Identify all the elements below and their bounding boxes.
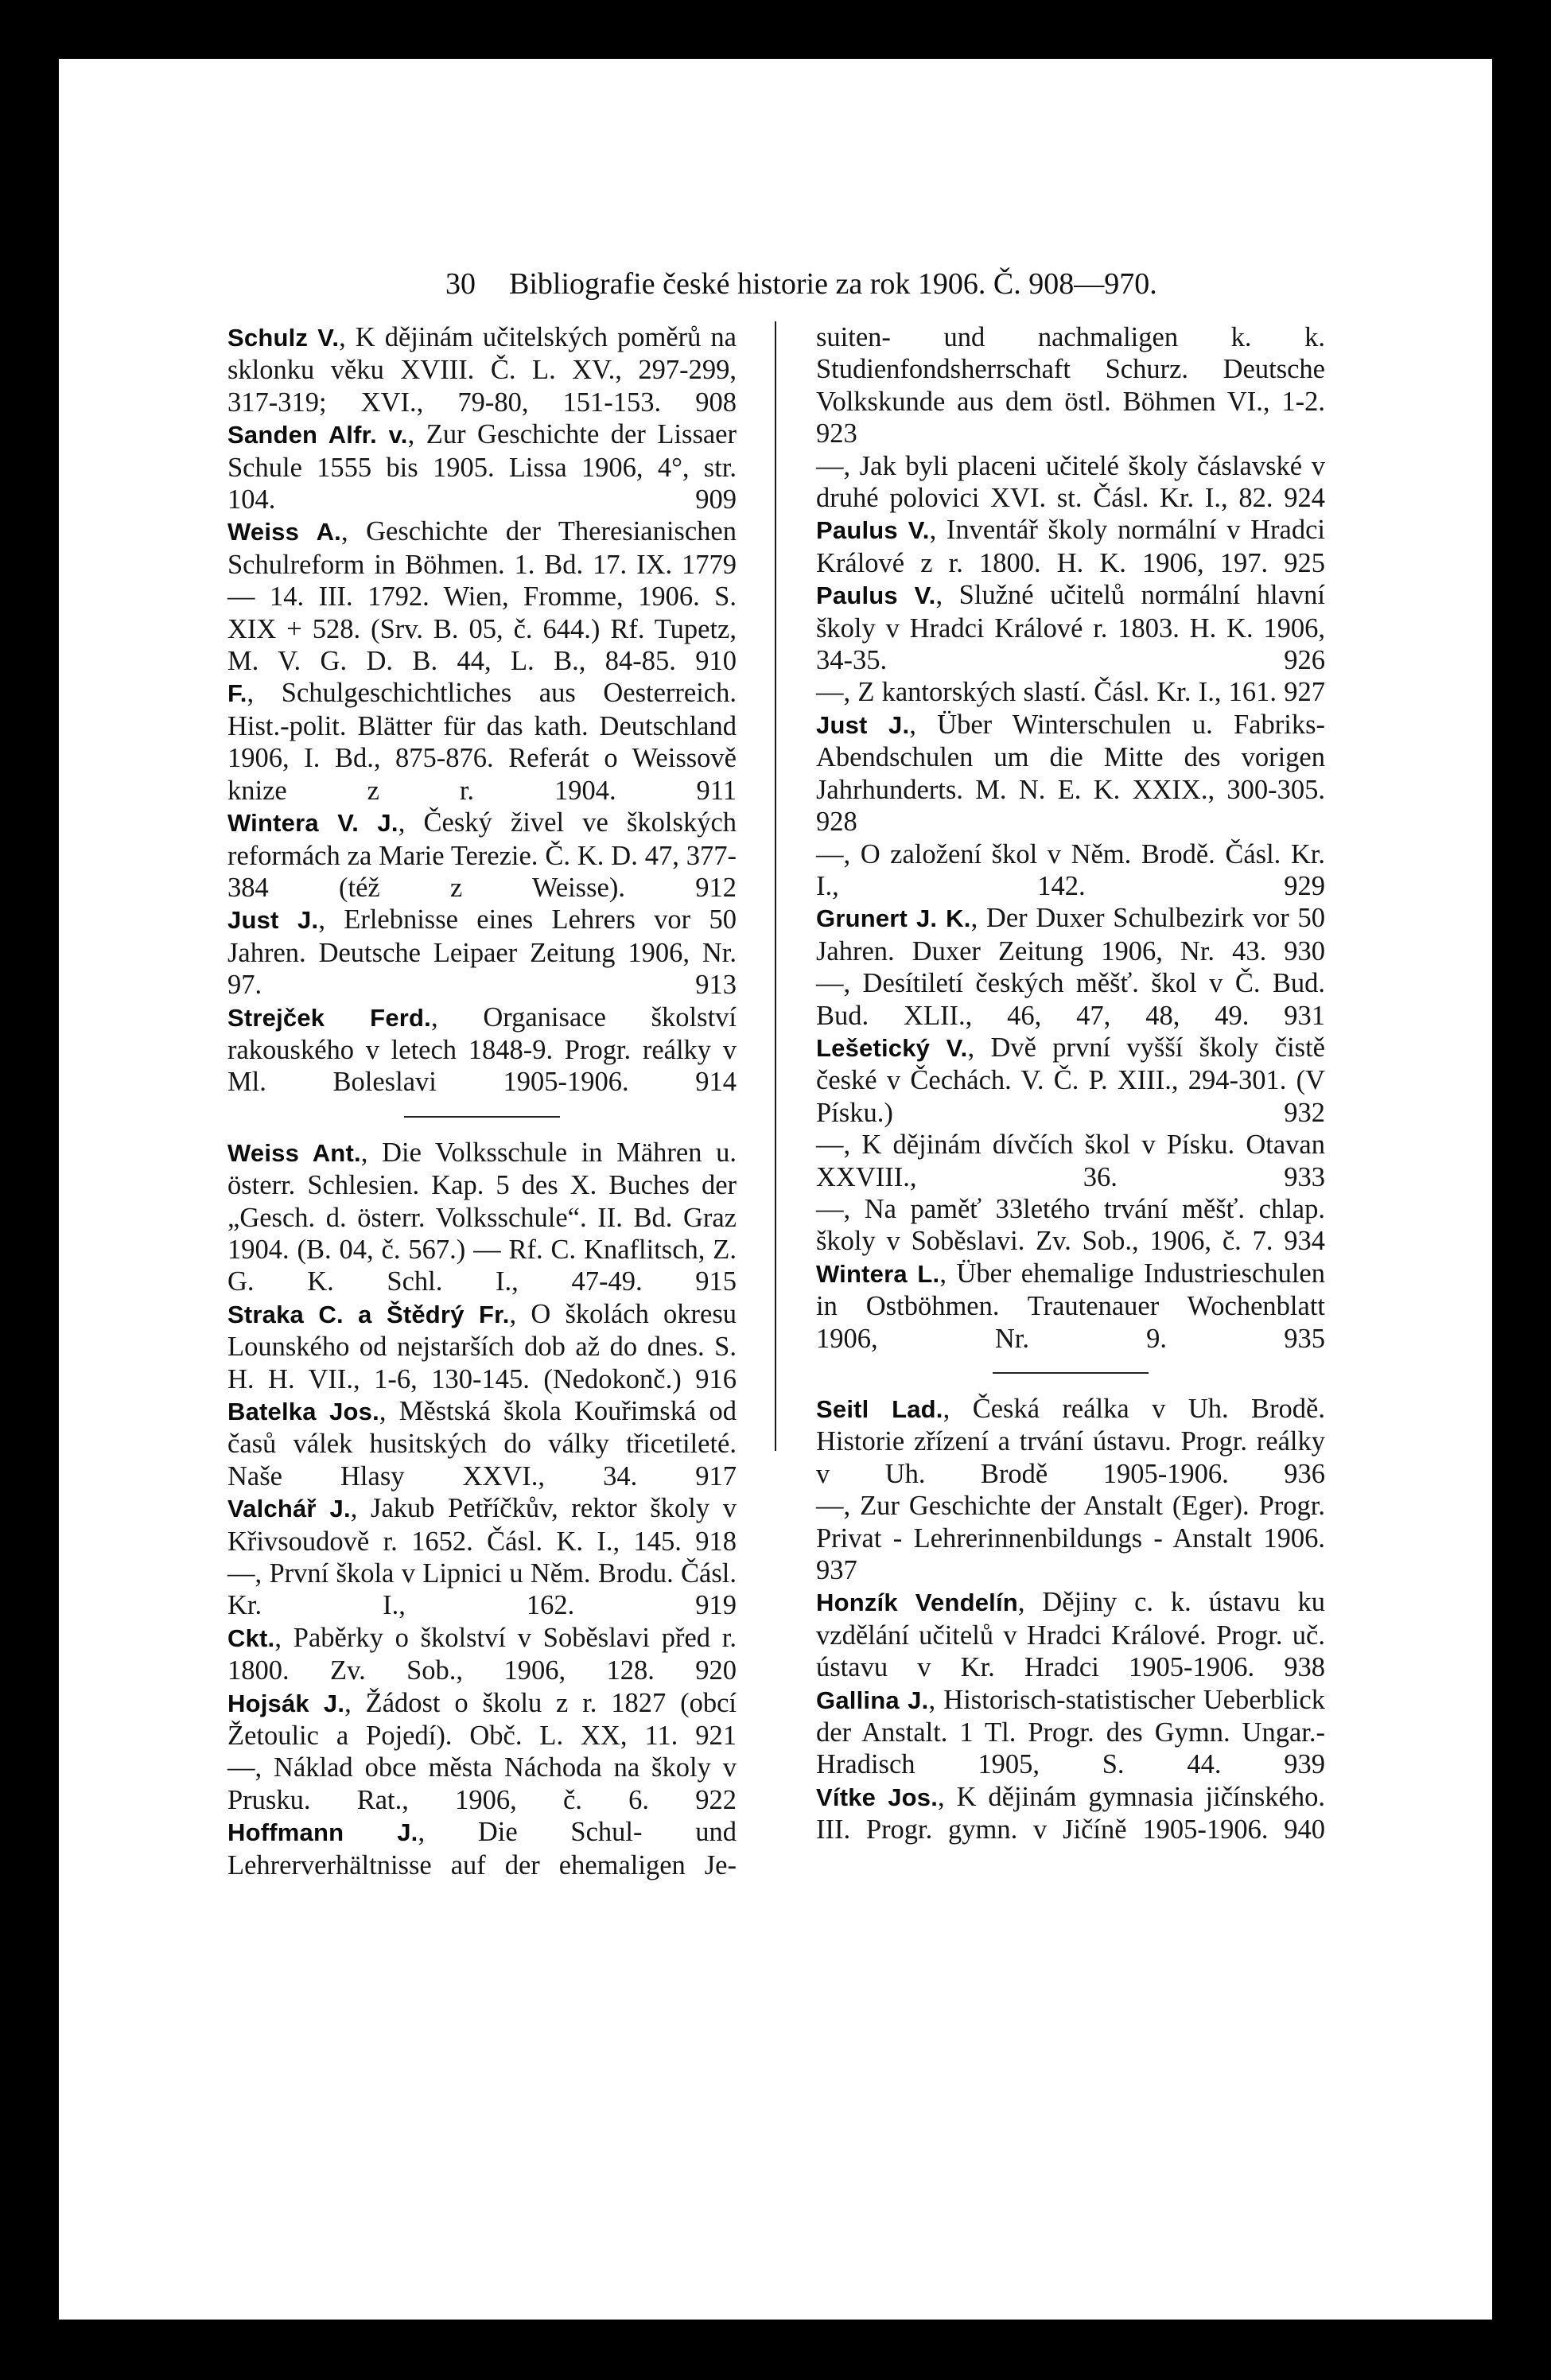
entry-text: , Dějiny c. k. ústavu ku vzdělání učitelů v Hradci Králové. Progr. uč. ústavu v Kr. Hradci 1905-1906. [816, 1587, 1325, 1683]
entry-text: —, První škola v Lipnici u Něm. Brodu. Čásl. Kr. I., 162. [227, 1558, 737, 1621]
bibliography-entry [227, 418, 737, 515]
bibliography-entry [227, 904, 737, 1001]
entry-number: 915 [695, 1266, 737, 1297]
entry-text: , Služné učitelů normální hlavní školy v Hradci Králové r. 1803. H. K. 1906, 34-35. [816, 580, 1326, 676]
entry-number: 925 [1284, 547, 1326, 578]
entry-number: 908 [695, 387, 737, 418]
entry-number: 918 [695, 1526, 737, 1557]
entry-number: 926 [1284, 645, 1325, 676]
entry-text: suiten- und nachmaligen k. k. Studienfondsherrschaft Schurz. Deutsche Volkskunde aus dem östl. Böhmen VI., 1-2. [816, 322, 1325, 417]
bibliography-entry [227, 677, 737, 807]
entry-author: Lešetický V. [816, 1033, 968, 1062]
bibliography-entry [816, 1781, 1325, 1846]
bibliography-entry [227, 1137, 737, 1298]
entry-author: Just J. [227, 906, 319, 935]
entry-author: Wintera V. J. [227, 809, 398, 838]
bibliography-entry [816, 1393, 1325, 1490]
entry-text: , Česká reálka v Uh. Brodě. Historie zřízení a trvání ústavu. Progr. reálky v Uh. Brodě 1905-1906. [816, 1394, 1325, 1489]
bibliography-entry [816, 1586, 1325, 1683]
entry-number: 927 [1284, 677, 1326, 708]
entry-text: , Městská škola Kouřimská od časů válek husitských do války třicetileté. Naše Hlasy XXVI., 34. [227, 1396, 737, 1491]
entry-number: 912 [695, 872, 737, 903]
entry-number: 936 [1284, 1458, 1326, 1489]
entry-text: , Geschichte der Theresianischen Schulreform in Böhmen. 1. Bd. 17. IX. 1779 — 14. III. 1792. Wien, Fromme, 1906. S. XIX + 528. (Srv. B. 05, č. 644.) Rf. Tupetz, M. V. G. D. B. 44, L. B., 84-85. [227, 516, 737, 677]
bibliography-entry [227, 1687, 737, 1752]
entry-text: , Zur Geschichte der Lissaer Schule 1555 bis 1905. Lissa 1906, 4°, str. 104. [227, 419, 737, 515]
page-number: 30 [445, 267, 476, 301]
entry-number: 917 [695, 1460, 737, 1491]
entry-text: , Dvě první vyšší školy čistě české v Čechách. V. Č. P. XIII., 294-301. (V Písku.) [816, 1032, 1325, 1128]
entry-number: 940 [1284, 1814, 1326, 1845]
entry-number: 922 [695, 1784, 737, 1815]
entry-text: , Über Winterschulen u. Fabriks-Abendschulen um die Mitte des vorigen Jahrhunderts. M. N. E. K. XXIX., 300-305. [816, 709, 1325, 805]
entry-text: , Paběrky o školství v Soběslavi před r. 1800. Zv. Sob., 1906, 128. [227, 1622, 737, 1686]
entry-author: Hoffmann J. [227, 1818, 418, 1847]
bibliography-entry [816, 514, 1325, 579]
page-header [445, 248, 1403, 320]
entry-author: Just J. [816, 710, 910, 739]
bibliography-entry [816, 1490, 1325, 1586]
entry-text: , O školách okresu Lounského od nejstarších dob až do dnes. S. H. H. VII., 1-6, 130-145. (Nedokonč.) [227, 1298, 737, 1394]
entry-number: 932 [1284, 1097, 1325, 1128]
bibliography-entry [816, 1129, 1325, 1193]
entry-text: , Die Schul- und Lehrerverhältnisse auf der ehemaligen Je- [227, 1817, 737, 1880]
entry-author: Hojsák J. [227, 1689, 345, 1717]
entry-number: 911 [696, 775, 737, 806]
entry-text: —, Desítiletí českých měšť. škol v Č. Bud. Bud. XLII., 46, 47, 48, 49. [816, 968, 1325, 1031]
bibliography-entry [227, 1558, 737, 1622]
left-column [227, 321, 737, 1881]
bibliography-entry [227, 807, 737, 904]
bibliography-entry [227, 1492, 737, 1558]
page [59, 59, 1492, 2320]
entry-number: 914 [695, 1067, 737, 1098]
entry-text: , K dějinám gymnasia jičínského. III. Progr. gymn. v Jičíně 1905-1906. [816, 1781, 1325, 1845]
entry-number: 921 [695, 1721, 737, 1752]
bibliography-entry [816, 450, 1325, 515]
bibliography-entry [816, 967, 1325, 1032]
entry-author: Weiss A. [227, 518, 341, 546]
bibliography-entry [816, 1193, 1325, 1258]
running-title: Bibliografie české historie za rok 1906. Č. 908—970. [509, 267, 1157, 301]
bibliography-entry [816, 902, 1325, 967]
entry-author: Straka C. a Štědrý Fr. [227, 1300, 510, 1328]
column-divider [775, 321, 776, 1451]
entry-author: Paulus V. [816, 581, 936, 610]
entry-number: 930 [1284, 935, 1325, 966]
entry-text: , Český živel ve školských reformách za Marie Terezie. Č. K. D. 47, 377-384 (též z Weisse). [227, 807, 737, 903]
entry-text: —, Na paměť 33letého trvání měšť. chlap. školy v Soběslavi. Zv. Sob., 1906, č. 7. [816, 1193, 1325, 1257]
bibliography-entry [227, 1298, 737, 1395]
entry-text: , Schulgeschichtliches aus Oesterreich. Hist.-polit. Blätter für das kath. Deutschland 1906, I. Bd., 875-876. Referát o Weissově knize z r. 1904. [227, 678, 737, 806]
entry-text: , Die Volksschule in Mähren u. österr. Schlesien. Kap. 5 des X. Buches der „Gesch. d. österr. Volksschule“. II. Bd. Graz 1904. (B. 04, č. 567.) — Rf. C. Knaflitsch, Z. G. K. Schl. I., 47-49. [227, 1137, 737, 1297]
bibliography-entry [816, 579, 1325, 676]
entry-author: Wintera L. [816, 1259, 940, 1288]
entry-number: 919 [695, 1590, 737, 1621]
entry-author: Seitl Lad. [816, 1395, 943, 1423]
entry-text: , Historisch-statistischer Ueberblick der Anstalt. 1 Tl. Progr. des Gymn. Ungar.-Hradisch 1905, S. 44. [816, 1684, 1325, 1780]
bibliography-entry [227, 1622, 737, 1687]
entry-author: Strejček Ferd. [227, 1003, 431, 1032]
entry-number: 909 [695, 484, 737, 515]
entry-text: —, Náklad obce města Náchoda na školy v Prusku. Rat., 1906, č. 6. [227, 1752, 737, 1815]
entry-author: F. [227, 679, 247, 708]
entry-author: Grunert J. K. [816, 904, 971, 933]
entry-author: Weiss Ant. [227, 1138, 361, 1167]
entry-text: , K dějinám učitelských poměrů na sklonku věku XVIII. Č. L. XV., 297-299, 317-319; XVI., 79-80, 151-153. [227, 322, 737, 418]
entry-text: —, Zur Geschichte der Anstalt (Eger). Progr. Privat - Lehrerinnenbildungs - Anstalt 1906. [816, 1491, 1325, 1554]
bibliography-entry [816, 676, 1325, 708]
bibliography-entry [227, 321, 737, 418]
bibliography-entry [816, 1258, 1325, 1355]
bibliography-entry [816, 838, 1325, 903]
entry-author: Gallina J. [816, 1686, 929, 1714]
entry-number: 910 [695, 646, 737, 677]
entry-text: , Über ehemalige Industrieschulen in Ostböhmen. Trautenauer Wochenblatt 1906, Nr. 9. [816, 1258, 1325, 1354]
entry-number: 916 [695, 1363, 737, 1394]
entry-author: Valchář J. [227, 1495, 351, 1523]
entry-author: Batelka Jos. [227, 1398, 379, 1425]
bibliography-entry [816, 709, 1325, 838]
entry-author: Honzík Vendelín [816, 1589, 1018, 1617]
entry-number: 928 [816, 807, 857, 838]
entry-text: , Žádost o školu z r. 1827 (obcí Žetoulic a Pojedí). Obč. L. XX, 11. [227, 1687, 737, 1752]
entry-number: 923 [816, 418, 857, 449]
entry-author: Paulus V. [816, 516, 930, 545]
entry-text: —, K dějinám dívčích škol v Písku. Otavan XXVIII., 36. [816, 1130, 1325, 1192]
entry-number: 913 [695, 970, 737, 1001]
bibliography-entry [816, 1684, 1325, 1781]
bibliography-entry [227, 1816, 737, 1881]
entry-text: , Jakub Petříčkův, rektor školy v Křivsoudově r. 1652. Čásl. K. I., 145. [227, 1493, 737, 1557]
entry-number: 920 [695, 1655, 737, 1686]
entry-number: 929 [1284, 870, 1325, 901]
entry-number: 938 [1284, 1652, 1325, 1683]
right-column [816, 321, 1325, 1846]
entry-text: , Inventář školy normální v Hradci Králové z r. 1800. H. K. 1906, 197. [816, 515, 1325, 578]
section-rule [993, 1372, 1149, 1374]
entry-author: Schulz V. [227, 324, 340, 352]
entry-text: —, Z kantorských slastí. Čásl. Kr. I., 161. [816, 677, 1277, 708]
entry-number: 935 [1284, 1323, 1326, 1354]
entry-number: 937 [816, 1555, 857, 1586]
entry-text: —, Jak byli placeni učitelé školy čáslavské v druhé polovici XVI. st. Čásl. Kr. I., 82. [816, 450, 1325, 514]
entry-number: 931 [1284, 1000, 1326, 1031]
entry-number: 939 [1284, 1749, 1326, 1780]
entry-number: 933 [1284, 1161, 1325, 1192]
entry-number: 924 [1284, 483, 1325, 514]
section-rule [404, 1116, 560, 1118]
bibliography-entry [227, 515, 737, 677]
entry-text: , Der Duxer Schulbezirk vor 50 Jahren. Duxer Zeitung 1906, Nr. 43. [816, 903, 1325, 966]
entry-text: —, O založení škol v Něm. Brodě. Čásl. Kr. I., 142. [816, 838, 1325, 901]
entry-number: 934 [1284, 1226, 1325, 1257]
entry-text: , Erlebnisse eines Lehrers vor 50 Jahren. Deutsche Leipaer Zeitung 1906, Nr. 97. [227, 904, 737, 1001]
bibliography-entry [227, 1001, 737, 1099]
entry-author: Sanden Alfr. v. [227, 421, 408, 449]
bibliography-entry [227, 1395, 737, 1492]
bibliography-entry [227, 1752, 737, 1816]
entry-text: , Organisace školství rakouského v letech 1848-9. Progr. reálky v Ml. Boleslavi 1905-1906. [227, 1001, 737, 1098]
bibliography-entry [816, 1032, 1325, 1129]
entry-author: Vítke Jos. [816, 1783, 939, 1811]
entry-author: Ckt. [227, 1624, 275, 1652]
bibliography-entry [816, 321, 1325, 450]
